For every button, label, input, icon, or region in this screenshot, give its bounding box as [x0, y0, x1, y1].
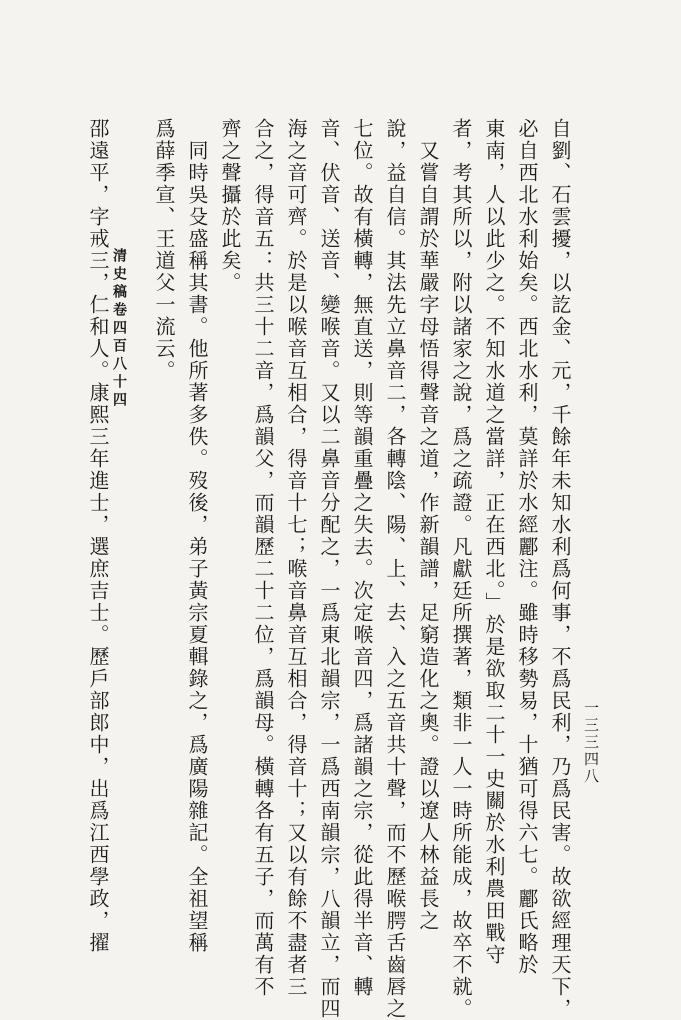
text-column-4: 者，考其所以，附以諸家之說，爲之疏證。凡獻廷所撰著，類非一人一時所能成，故卒不就。 [449, 118, 473, 1020]
text-column-12: 同時吳殳盛稱其書。他所著多佚。歿後，弟子黃宗夏輯錄之，爲廣陽雜記。全祖望稱 [185, 140, 209, 954]
text-column-2: 必自西北水利始矣。西北水利，莫詳於水經酈注。雖時移勢易，十猶可得六七。酈氏略於 [515, 118, 539, 976]
text-column-11: 齊之聲攝於此矣。 [218, 118, 242, 294]
text-column-13: 爲薛季宣、王道父一流云。 [152, 118, 176, 382]
text-column-9: 海之音可齊。於是以喉音互相合，得音十七；喉音鼻音互相合，得音十；又以有餘不盡者三 [284, 118, 308, 998]
text-column-5: 又嘗自謂於華嚴字母悟得聲音之道，作新韻譜，足窮造化之奧。證以遼人林益長之 [416, 140, 440, 932]
book-title-header: 清史稿卷四百八十四 [111, 248, 127, 410]
page-number: 一三三四八 [582, 700, 600, 785]
text-column-10: 合之，得音五：共三十二音，爲韻父，而韻歷二十二位，爲韻母。橫轉各有五子，而萬有不 [251, 118, 275, 998]
text-column-8: 音、伏音、送音、變喉音。又以二鼻音分配之，一爲東北韻宗，一爲西南韻宗，八韻立，而四 [317, 118, 341, 1020]
text-column-15: 邵遠平，字戒三，仁和人。康熙三年進士，選庶吉士。歷戶部郎中，出爲江西學政，擢 [86, 118, 110, 954]
text-column-7: 七位。故有橫轉，無直送，則等韻重疊之失去。次定喉音四，爲諸韻之宗，從此得半音、轉 [350, 118, 374, 998]
text-column-1: 自劉、石雲擾，以訖金、元，千餘年未知水利爲何事，不爲民利，乃爲民害。故欲經理天下， [548, 118, 572, 1020]
text-column-3: 東南，人以此少之。不知水道之當詳，正在西北。」於是欲取二十一史關於水利農田戰守 [482, 118, 506, 966]
corner-mark [671, 0, 681, 10]
text-column-6: 說，益自信。其法先立鼻音二，各轉陰、陽、上、去、入之五音共十聲，而不歷喉腭舌齒唇之 [383, 118, 407, 1020]
